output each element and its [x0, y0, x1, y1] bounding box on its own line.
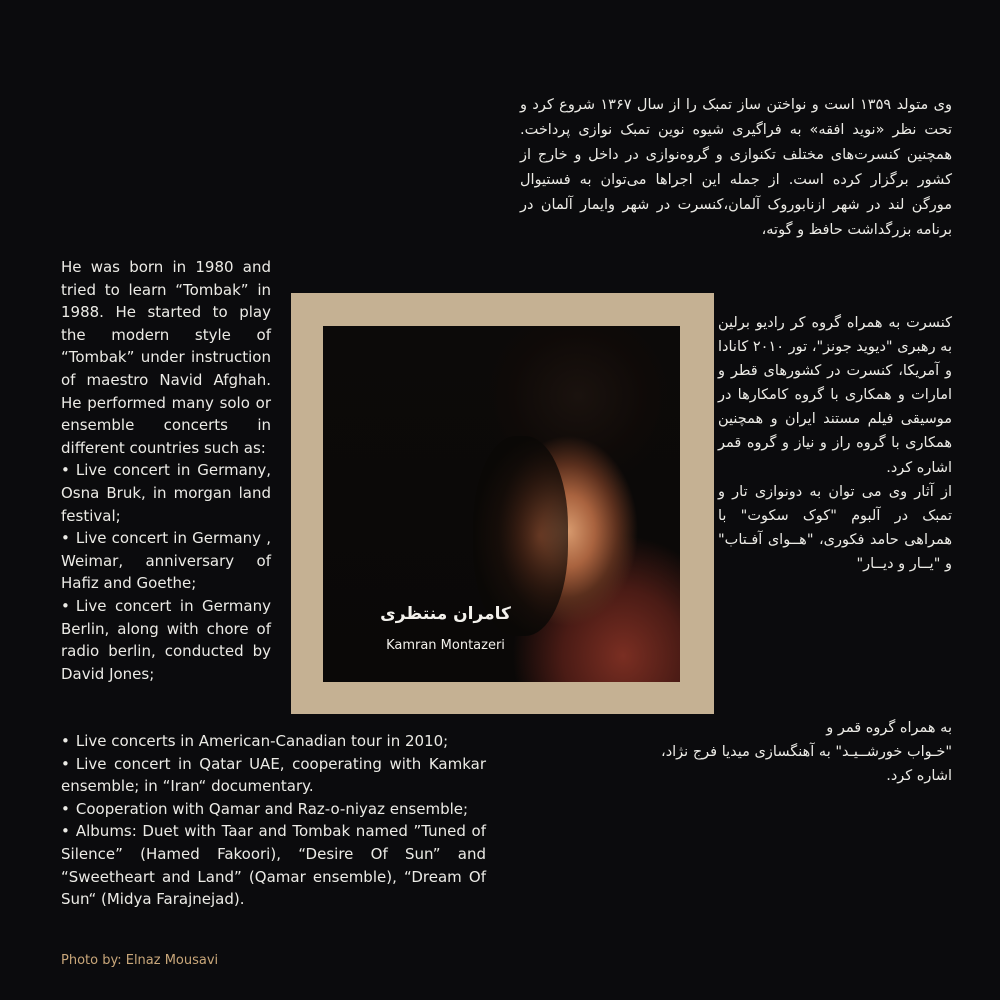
persian-paragraph-albums: از آثار وی می توان به دونوازی تار و تمبک در آلبوم "کوک سکوت" با همراهی حامد فکوری، "هــوای آفـتاب" و "یــار و دیــار" [718, 483, 952, 572]
list-item: • Live concert in Qatar UAE, cooperating with Kamkar ensemble; in “Iran“ documentary. [61, 753, 486, 798]
list-item: • Live concert in Germany, Osna Bruk, in morgan land festival; [61, 459, 271, 527]
list-item: • Live concert in Germany , Weimar, anniversary of Hafiz and Goethe; [61, 527, 271, 595]
persian-line: "خـواب خورشــیـد" به آهنگسازی میدیا فرج نژاد، [661, 744, 952, 760]
list-item: • Albums: Duet with Taar and Tombak named ”Tuned of Silence” (Hamed Fakoori), “Desire Of Sun” and “Sweetheart and Land” (Qamar ensemble), “Dream Of Sun“ (Midya Farajnejad). [61, 820, 486, 910]
persian-line: به همراه گروه قمر و [826, 720, 952, 736]
persian-paragraph-top: وی متولد ۱۳۵۹ است و نواختن ساز تمبک را از سال ۱۳۶۷ شروع کرد و تحت نظر «نوید افقه» به فراگیری شیوه نوین تمبک نوازی پرداخت. همچنین کنسرت‌های مختلف تکنوازی و گروه‌نوازی در داخل و خارج از کشور برگزار کرده است. از جمله این اجراها می‌توان به فستیوال مورگن لند در شهر ازنابوروک آلمان،کنسرت در شهر وایمار آلمان در برنامه بزرگداشت حافظ و گوته، [520, 97, 952, 238]
persian-bio-top [520, 93, 952, 243]
english-bio-wide [61, 730, 486, 911]
photo-caption-english: Kamran Montazeri [386, 638, 505, 653]
photo-credit: Photo by: Elnaz Mousavi [61, 953, 219, 968]
photo-caption-persian: کامران منتظری [380, 604, 511, 624]
persian-bio-narrow [718, 311, 952, 576]
photo-frame [291, 293, 714, 714]
english-bio-narrow [61, 256, 271, 685]
persian-line: اشاره کرد. [886, 768, 952, 784]
list-item: • Live concert in Germany Berlin, along with chore of radio berlin, conducted by David Jones; [61, 595, 271, 685]
persian-paragraph-concerts: کنسرت به همراه گروه کر رادیو برلین به رهبری "دیوید جونز"، تور ۲۰۱۰ کانادا و آمریکا، کنسرت در کشورهای قطر و امارات و همکاری با گروه کامکارها در موسیقی فیلم مستند ایران و همچنین همکاری با گروه راز و نیاز و گروه قمر اشاره کرد. [718, 315, 952, 476]
portrait-photo [323, 326, 680, 682]
english-paragraph: He was born in 1980 and tried to learn “Tombak” in 1988. He started to play the modern style of “Tombak” under instruction of maestro Navid Afghah. He performed many solo or ensemble concerts in different countries such as: [61, 258, 271, 457]
persian-bio-bottom [520, 716, 952, 788]
list-item: • Live concerts in American-Canadian tour in 2010; [61, 730, 486, 753]
list-item: • Cooperation with Qamar and Raz-o-niyaz ensemble; [61, 798, 486, 821]
